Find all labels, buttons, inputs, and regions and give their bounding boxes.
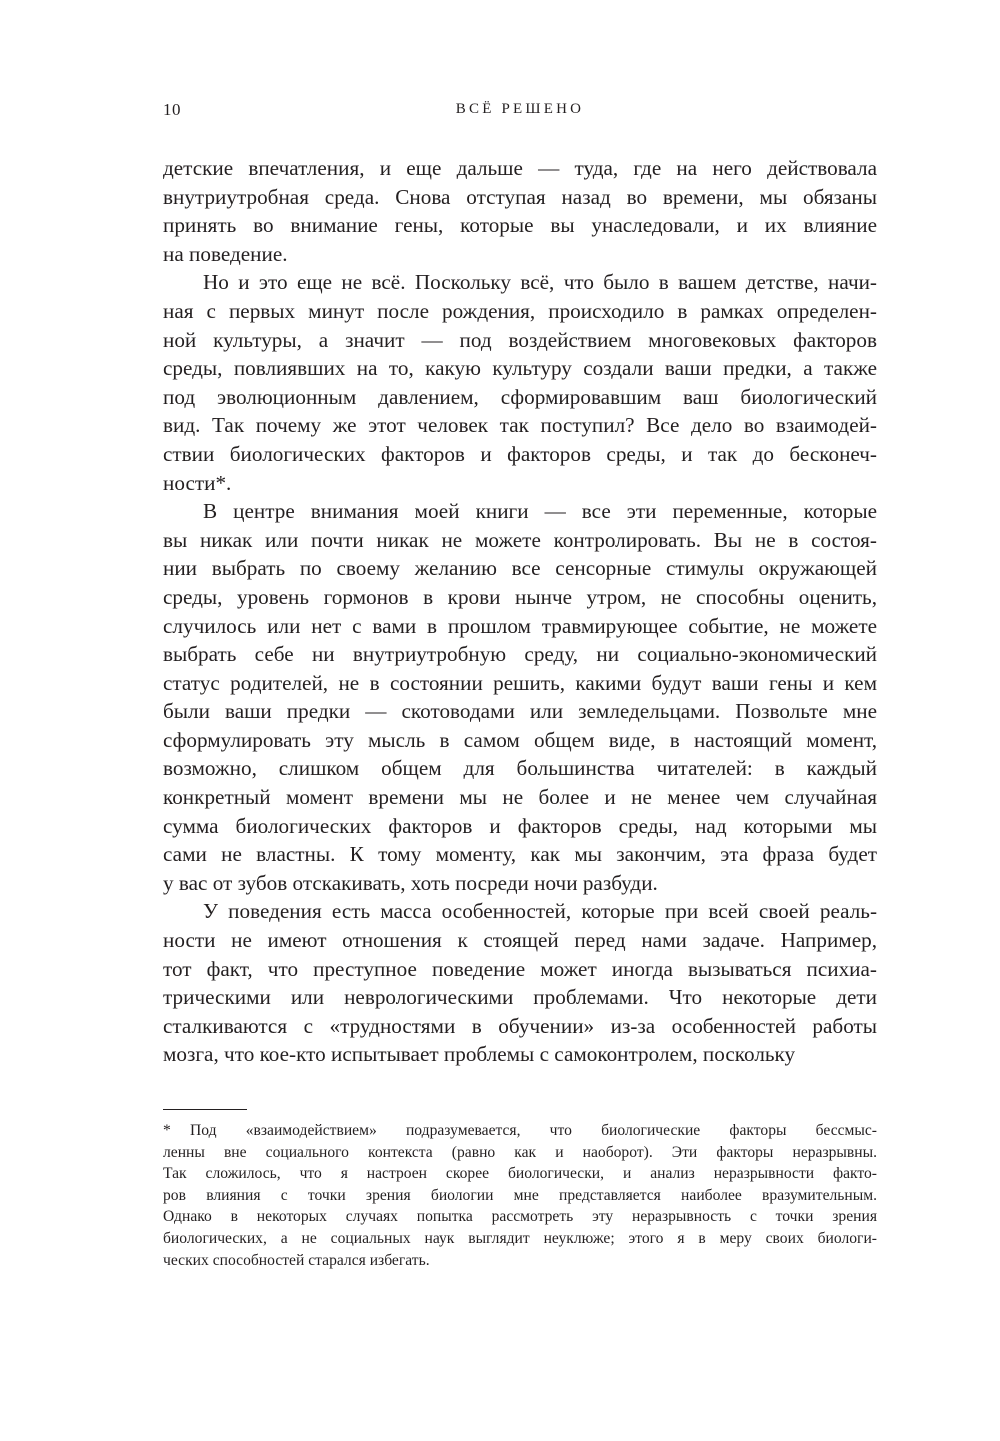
text-line: Но и это еще не всё. Поскольку всё, что было в вашем детстве, начи- xyxy=(203,270,877,295)
footnote-marker: * xyxy=(163,1122,171,1139)
text-line: внутриутробная среда. Снова отступая назад во времени, мы обязаны xyxy=(163,184,877,209)
text-line: ности не имеют отношения к стоящей перед нами задаче. Например, xyxy=(163,928,877,953)
text-line: мозга, что кое-кто испытывает проблемы с самоконтролем, поскольку xyxy=(163,1042,796,1067)
text-line: В центре внимания моей книги — все эти переменные, которые xyxy=(203,499,877,524)
text-line: случилось или нет с вами в прошлом травмирующее событие, не можете xyxy=(163,613,877,638)
text-line: сталкиваются с «трудностями в обучении» из-за особенностей работы xyxy=(163,1013,877,1038)
text-line: трическими или неврологическими проблемами. Что некоторые дети xyxy=(163,985,877,1010)
text-line: ствии биологических факторов и факторов среды, и так до бесконеч- xyxy=(163,441,877,466)
footnote-separator xyxy=(163,1109,247,1110)
text-line: возможно, слишком общем для большинства читателей: в каждый xyxy=(163,756,877,781)
footnote-line: ческих способностей старался избегать. xyxy=(163,1251,430,1269)
text-line: статус родителей, не в состоянии решить, какими будут ваши гены и кем xyxy=(163,670,877,695)
paragraph xyxy=(163,897,877,1069)
text-line: среды, повлиявших на то, какую культуру создали ваши предки, а также xyxy=(163,356,877,381)
paragraph xyxy=(163,154,877,268)
footnote-line xyxy=(163,1120,877,1142)
footnote-line: ленны вне социального контекста (равно как и наоборот). Эти факторы неразрывны. xyxy=(163,1143,877,1161)
text-line: были ваши предки — скотоводами или земледельцами. Позвольте мне xyxy=(163,699,877,724)
text-line: нии выбрать по своему желанию все сенсорные стимулы окружающей xyxy=(163,556,877,581)
text-line: конкретный момент времени мы не более и не менее чем случайная xyxy=(163,785,877,810)
text-line: У поведения есть масса особенностей, которые при всей своей реаль- xyxy=(203,899,877,924)
text-line: вид. Так почему же этот человек так поступил? Все дело во взаимодей- xyxy=(163,413,877,438)
text-line: тот факт, что преступное поведение может иногда вызываться психиа- xyxy=(163,956,877,981)
text-line: сумма биологических факторов и факторов среды, над которыми мы xyxy=(163,813,877,838)
footnote-line: ров влияния с точки зрения биологии мне представляется наиболее вразумительным. xyxy=(163,1186,877,1204)
text-line: среды, уровень гормонов в крови нынче утром, не способны оценить, xyxy=(163,584,877,609)
text-line: на поведение. xyxy=(163,241,288,266)
text-line: ной культуры, а значит — под воздействием многовековых факторов xyxy=(163,327,877,352)
text-line: ная с первых минут после рождения, происходило в рамках определен- xyxy=(163,298,877,323)
paragraph xyxy=(163,497,877,897)
text-line: вы никак или почти никак не можете контролировать. Вы не в состоя- xyxy=(163,527,877,552)
paragraph xyxy=(163,268,877,497)
footnote xyxy=(163,1120,877,1271)
text-line: сформулировать эту мысль в самом общем виде, в настоящий момент, xyxy=(163,727,877,752)
page-number: 10 xyxy=(163,100,181,119)
footnote-line: Так сложилось, что я настроен скорее биологически, и анализ неразрывности факто- xyxy=(163,1165,877,1183)
running-title: ВСЁ РЕШЕНО xyxy=(455,101,585,117)
footnote-line: Однако в некоторых случаях попытка рассмотреть эту неразрывность с точки зрения xyxy=(163,1208,877,1226)
text-line: ности*. xyxy=(163,470,232,495)
text-line: принять во внимание гены, которые вы унаследовали, и их влияние xyxy=(163,213,877,238)
text-line: у вас от зубов отскакивать, хоть посреди ночи разбуди. xyxy=(163,870,658,895)
text-line: выбрать себе ни внутриутробную среду, ни социально-экономический xyxy=(163,642,877,667)
text-line: детские впечатления, и еще дальше — туда, где на него действовала xyxy=(163,156,877,180)
footnote-text: Под «взаимодействием» подразумевается, что биологические факторы бессмыс- xyxy=(190,1122,877,1139)
footnote-line: биологических, а не социальных наук выглядит неуклюже; этого я в меру своих биологи- xyxy=(163,1229,877,1247)
text-line: под эволюционным давлением, сформировавшим ваш биологический xyxy=(163,384,877,409)
running-header xyxy=(163,100,877,126)
text-line: сами не властны. К тому моменту, как мы закончим, эта фраза будет xyxy=(163,842,877,867)
body-text xyxy=(163,154,877,1069)
